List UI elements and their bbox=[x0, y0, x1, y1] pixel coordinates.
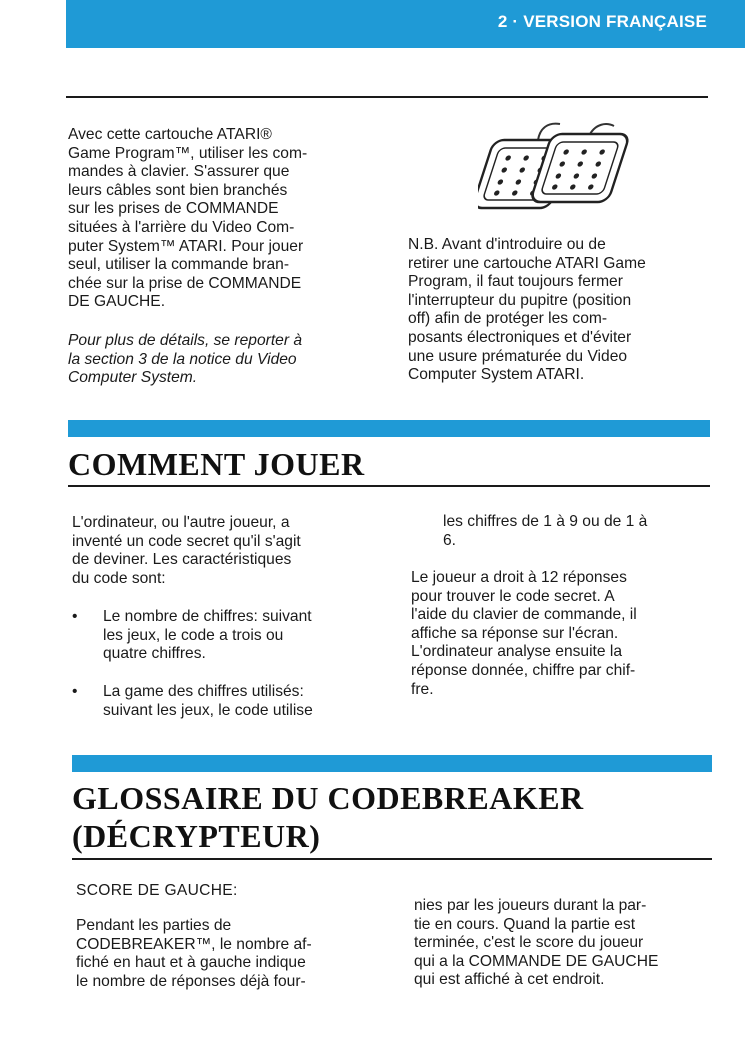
glossary-definition-start: Pendant les parties de CODEBREAKER™, le nombre af- fiché en haut et à gauche indique le nombre de réponses déjà four- bbox=[76, 917, 312, 990]
section-band-glossaire bbox=[72, 755, 712, 772]
comment-jouer-divider bbox=[68, 485, 710, 487]
intro-paragraph: Avec cette cartouche ATARI® Game Program™, utiliser les com- mandes à clavier. S'assurer que leurs câbles sont bien branchés sur les prises de COMMANDE situées à l'arrière du Video Com- puter System™ ATARI. Pour jouer seul, utiliser la commande bran- chée sur la prise de COMMANDE DE GAUCHE. bbox=[68, 126, 308, 311]
bullet-marker: • bbox=[72, 683, 78, 700]
bullet-marker: • bbox=[72, 608, 78, 625]
bullet-item: La game des chiffres utilisés: suivant les jeux, le code utilise bbox=[103, 683, 313, 719]
intro-italic-note: Pour plus de détails, se reporter à la section 3 de la notice du Video Computer System. bbox=[68, 332, 303, 387]
section-title-comment-jouer: COMMENT JOUER bbox=[68, 446, 365, 482]
keyboard-controllers-icon bbox=[478, 120, 638, 218]
glossary-definition-end: nies par les joueurs durant la par- tie en cours. Quand la partie est terminée, c'est le score du joueur qui a la COMMANDE DE GAUCHE qui est affiché à cet endroit. bbox=[414, 897, 659, 989]
glossary-term: SCORE DE GAUCHE: bbox=[76, 882, 238, 899]
nb-note: N.B. Avant d'introduire ou de retirer une cartouche ATARI Game Program, il faut toujours fermer l'interrupteur du pupitre (position off) afin de protéger les com- posants électroniques et d'éviter une usure prématurée du Video Computer System ATARI. bbox=[408, 236, 646, 384]
bullet-item: Le nombre de chiffres: suivant les jeux, le code a trois ou quatre chiffres. bbox=[103, 608, 312, 663]
comment-jouer-intro: L'ordinateur, ou l'autre joueur, a inventé un code secret qu'il s'agit de deviner. Les caractéristiques du code sont: bbox=[72, 514, 301, 587]
section-title-glossaire-sub: (DÉCRYPTEUR) bbox=[72, 818, 321, 854]
section-title-glossaire: GLOSSAIRE DU CODEBREAKER bbox=[72, 780, 584, 816]
comment-jouer-continuation: les chiffres de 1 à 9 ou de 1 à 6. bbox=[443, 513, 648, 549]
top-divider bbox=[66, 96, 708, 98]
section-band-comment-jouer bbox=[68, 420, 710, 437]
glossaire-divider bbox=[72, 858, 712, 860]
section-header-title: 2 · VERSION FRANÇAISE bbox=[497, 12, 707, 31]
comment-jouer-paragraph: Le joueur a droit à 12 réponses pour trouver le code secret. A l'aide du clavier de commande, il affiche sa réponse sur l'écran. L'ordinateur analyse ensuite la réponse donnée, chiffre par chif- fre. bbox=[411, 569, 637, 698]
